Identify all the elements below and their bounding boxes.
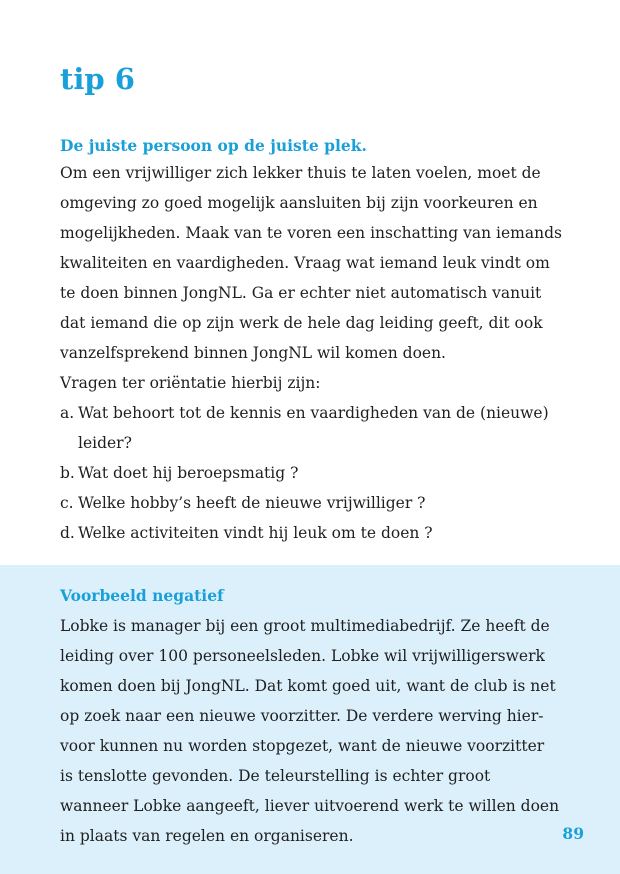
list-marker: b. bbox=[60, 464, 75, 482]
list-item bbox=[60, 398, 570, 458]
list-item bbox=[60, 458, 570, 488]
list-item bbox=[60, 488, 570, 518]
list-item-text: Welke activiteiten vindt hij leuk om te doen ? bbox=[78, 524, 433, 542]
example-paragraph: Lobke is manager bij een groot multimediabedrijf. Ze heeft de leiding over 100 personeelsleden. Lobke wil vrijwilligerswerk komen doen bij JongNL. Dat komt goed uit, want de club is net op zoek naar een nieuwe voorzitter. De verdere werving hiervoor kunnen nu worden stopgezet, want de nieuwe voorzitter is tenslotte gevonden. De teleurstelling is echter groot wanneer Lobke aangeeft, liever uitvoerend werk te willen doen in plaats van regelen en organiseren. bbox=[60, 617, 560, 845]
list-item-text: Welke hobby’s heeft de nieuwe vrijwilliger ? bbox=[78, 494, 426, 512]
list-marker: a. bbox=[60, 404, 75, 422]
page-title: tip 6 bbox=[60, 62, 135, 96]
list-item-text: Wat behoort tot de kennis en vaardigheden van de (nieuwe) leider? bbox=[78, 404, 549, 452]
example-heading: Voorbeeld negatief bbox=[60, 586, 224, 605]
example-box bbox=[0, 565, 620, 874]
list-marker: d. bbox=[60, 524, 75, 542]
list-marker: c. bbox=[60, 494, 74, 512]
body-paragraph: Om een vrijwilliger zich lekker thuis te laten voelen, moet de omgeving zo goed mogelijk aansluiten bij zijn voorkeuren en mogelijkheden. Maak van te voren een inschatting van iemands kwaliteiten en vaardigheden. Vraag wat iemand leuk vindt om te doen binnen JongNL. Ga er echter niet automatisch vanuit dat iemand die op zijn werk de hele dag leiding geeft, dit ook vanzelfsprekend binnen JongNL wil komen doen. bbox=[60, 164, 562, 362]
questions-list bbox=[60, 398, 570, 548]
list-item-text: Wat doet hij beroepsmatig ? bbox=[78, 464, 299, 482]
questions-intro: Vragen ter oriëntatie hierbij zijn: bbox=[60, 374, 321, 392]
page-number: 89 bbox=[562, 824, 584, 843]
section-heading: De juiste persoon op de juiste plek. bbox=[60, 136, 367, 155]
list-item bbox=[60, 518, 570, 548]
